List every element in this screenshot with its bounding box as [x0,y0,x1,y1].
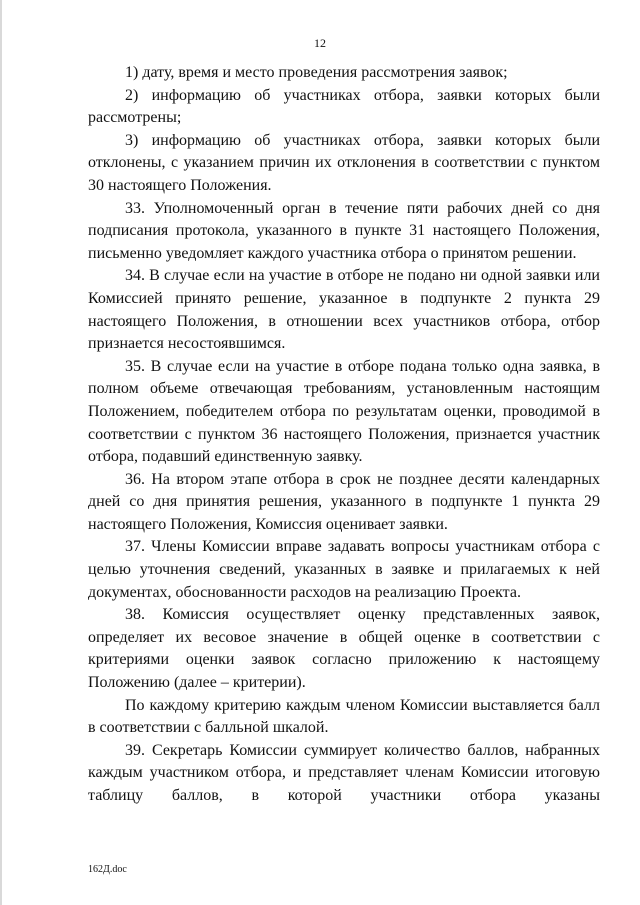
paragraph-1: 1) дату, время и место проведения рассмотрения заявок; [125,64,508,81]
paragraph-38-criteria: По каждому критерию каждым членом Комиссии выставляется балл в соответствии с балльной шкалой. [88,696,600,737]
paragraph-35: 35. В случае если на участие в отборе подана только одна заявка, в полном объеме отвечающая требованиям, установленным настоящим Положением, победителем отбора по результатам оценки, проводимой в соответствии с пунктом 36 настоящего Положения, признается участник отбора, подавший единственную заявку. [88,357,600,466]
paragraph-2: 2) информацию об участниках отбора, заявки которых были рассмотрены; [88,86,600,127]
paragraph-36: 36. На втором этапе отбора в срок не позднее десяти календарных дней со дня принятия решения, указанного в подпункте 1 пункта 29 настоящего Положения, Комиссия оценивает заявки. [88,470,600,533]
document-body [88,62,600,808]
paragraph-3: 3) информацию об участниках отбора, заявки которых были отклонены, с указанием причин их отклонения в соответствии с пунктом 30 настоящего Положения. [88,131,600,194]
paragraph-38: 38. Комиссия осуществляет оценку представленных заявок, определяет их весовое значение в общей оценке в соответствии с критериями оценки заявок согласно приложению к настоящему Положению (далее – критерии). [88,606,600,692]
paragraph-37: 37. Члены Комиссии вправе задавать вопросы участникам отбора с целью уточнения сведений, указанных в заявке и прилагаемых к ней документах, обоснованности расходов на реализацию Проекта. [88,538,600,601]
paragraph-33: 33. Уполномоченный орган в течение пяти рабочих дней со дня подписания протокола, указанного в пункте 31 настоящего Положения, письменно уведомляет каждого участника отбора о принятом решении. [88,199,600,262]
page-number: 12 [314,36,326,50]
file-name-footer: 162Д.doc [88,864,127,875]
paragraph-34: 34. В случае если на участие в отборе не подано ни одной заявки или Комиссией принято решение, указанное в подпункте 2 пункта 29 настоящего Положения, в отношении всех участников отбора, отбор признается несостоявшимся. [88,267,600,353]
paragraph-39: 39. Секретарь Комиссии суммирует количество баллов, набранных каждым участником отбора, и представляет членам Комиссии итоговую таблицу баллов, в которой участники отбора указаны [88,741,600,804]
page-left-edge [0,0,2,905]
